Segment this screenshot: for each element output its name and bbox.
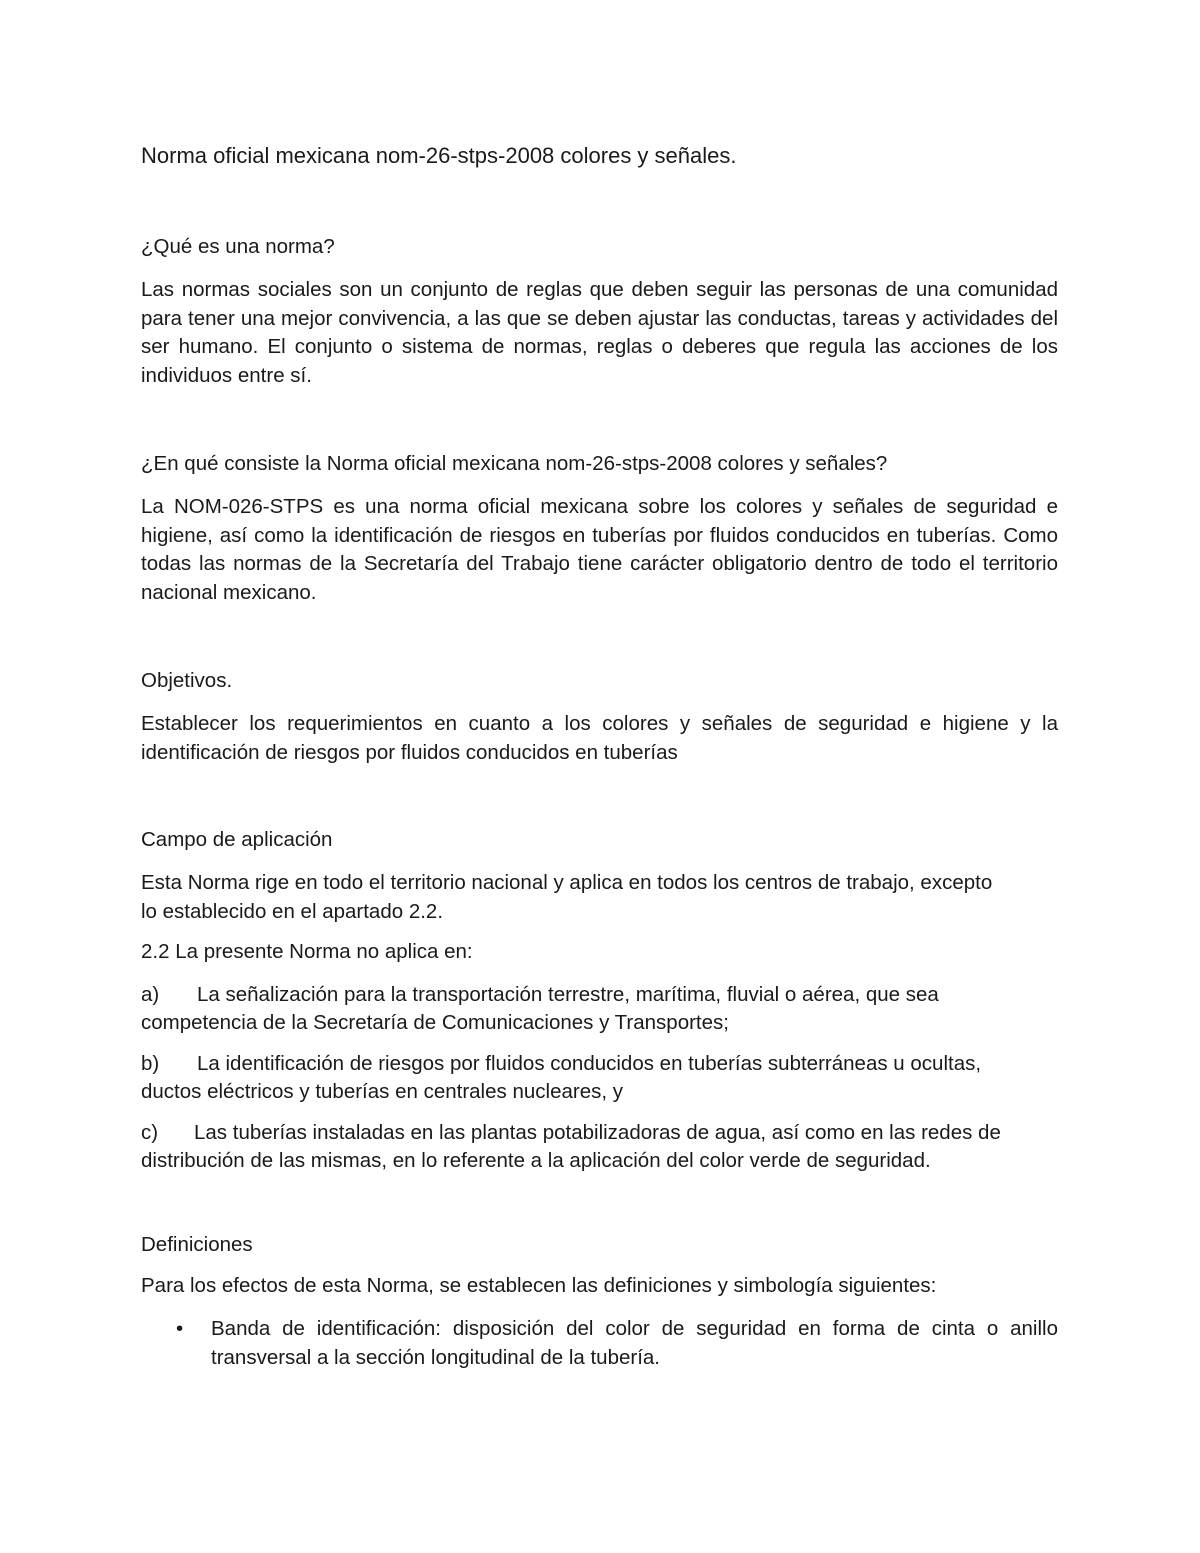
heading-definiciones: Definiciones [141, 1233, 253, 1256]
list-item-line-2: competencia de la Secretaría de Comunicaciones y Transportes; [141, 1011, 729, 1034]
bullet-icon: • [176, 1317, 184, 1340]
paragraph-norm-definition: Las normas sociales son un conjunto de reglas que deben seguir las personas de una comunidad para tener una mejor convivencia, a las que se deben ajustar las conductas, tareas y actividades del ser humano. El conjunto o sistema de normas, reglas o deberes que regula las acciones de los individuos entre sí. [141, 278, 1058, 387]
paragraph-nom-description: La NOM-026-STPS es una norma oficial mexicana sobre los colores y señales de seguridad e higiene, así como la identificación de riesgos en tuberías por fluidos conducidos en tuberías. Como todas las normas de la Secretaría del Trabajo tiene carácter obligatorio dentro de todo el territorio nacional mexicano. [141, 495, 1058, 604]
list-item-line-1: La señalización para la transportación terrestre, marítima, fluvial o aérea, que sea [197, 983, 939, 1006]
paragraph-2-2: 2.2 La presente Norma no aplica en: [141, 940, 473, 963]
list-marker: a) [141, 983, 160, 1006]
list-item [141, 1119, 1058, 1175]
campo-line-1: Esta Norma rige en todo el territorio nacional y aplica en todos los centros de trabajo, excepto [141, 871, 993, 894]
paragraph-objetivos: Establecer los requerimientos en cuanto a los colores y señales de seguridad e higiene y la identificación de riesgos por fluidos conducidos en tuberías [141, 712, 1058, 764]
bullet-text: Banda de identificación: disposición del color de seguridad en forma de cinta o anillo transversal a la sección longitudinal de la tubería. [211, 1317, 1058, 1369]
list-item [141, 981, 1058, 1037]
list-item [141, 1050, 1058, 1106]
list-item-line-2: distribución de las mismas, en lo referente a la aplicación del color verde de seguridad. [141, 1149, 931, 1172]
paragraph-definiciones: Para los efectos de esta Norma, se establecen las definiciones y simbología siguientes: [141, 1274, 937, 1297]
document-title: Norma oficial mexicana nom-26-stps-2008 colores y señales. [141, 143, 737, 168]
question-what-is-norm: ¿Qué es una norma? [141, 235, 335, 258]
list-marker: c) [141, 1121, 159, 1144]
campo-line-2: lo establecido en el apartado 2.2. [141, 899, 444, 923]
heading-objetivos: Objetivos. [141, 669, 233, 692]
list-item-line-1: Las tuberías instaladas en las plantas potabilizadoras de agua, así como en las redes de [194, 1121, 1001, 1144]
bullet-item [141, 1315, 1058, 1372]
list-item-line-2: ductos eléctricos y tuberías en centrales nucleares, y [141, 1080, 623, 1103]
list-marker: b) [141, 1052, 160, 1075]
heading-campo-aplicacion: Campo de aplicación [141, 828, 333, 851]
list-item-line-1: La identificación de riesgos por fluidos conducidos en tuberías subterráneas u ocultas, [197, 1052, 982, 1075]
paragraph-campo-aplicacion [141, 869, 1058, 926]
question-what-consists: ¿En qué consiste la Norma oficial mexicana nom-26-stps-2008 colores y señales? [141, 452, 888, 475]
